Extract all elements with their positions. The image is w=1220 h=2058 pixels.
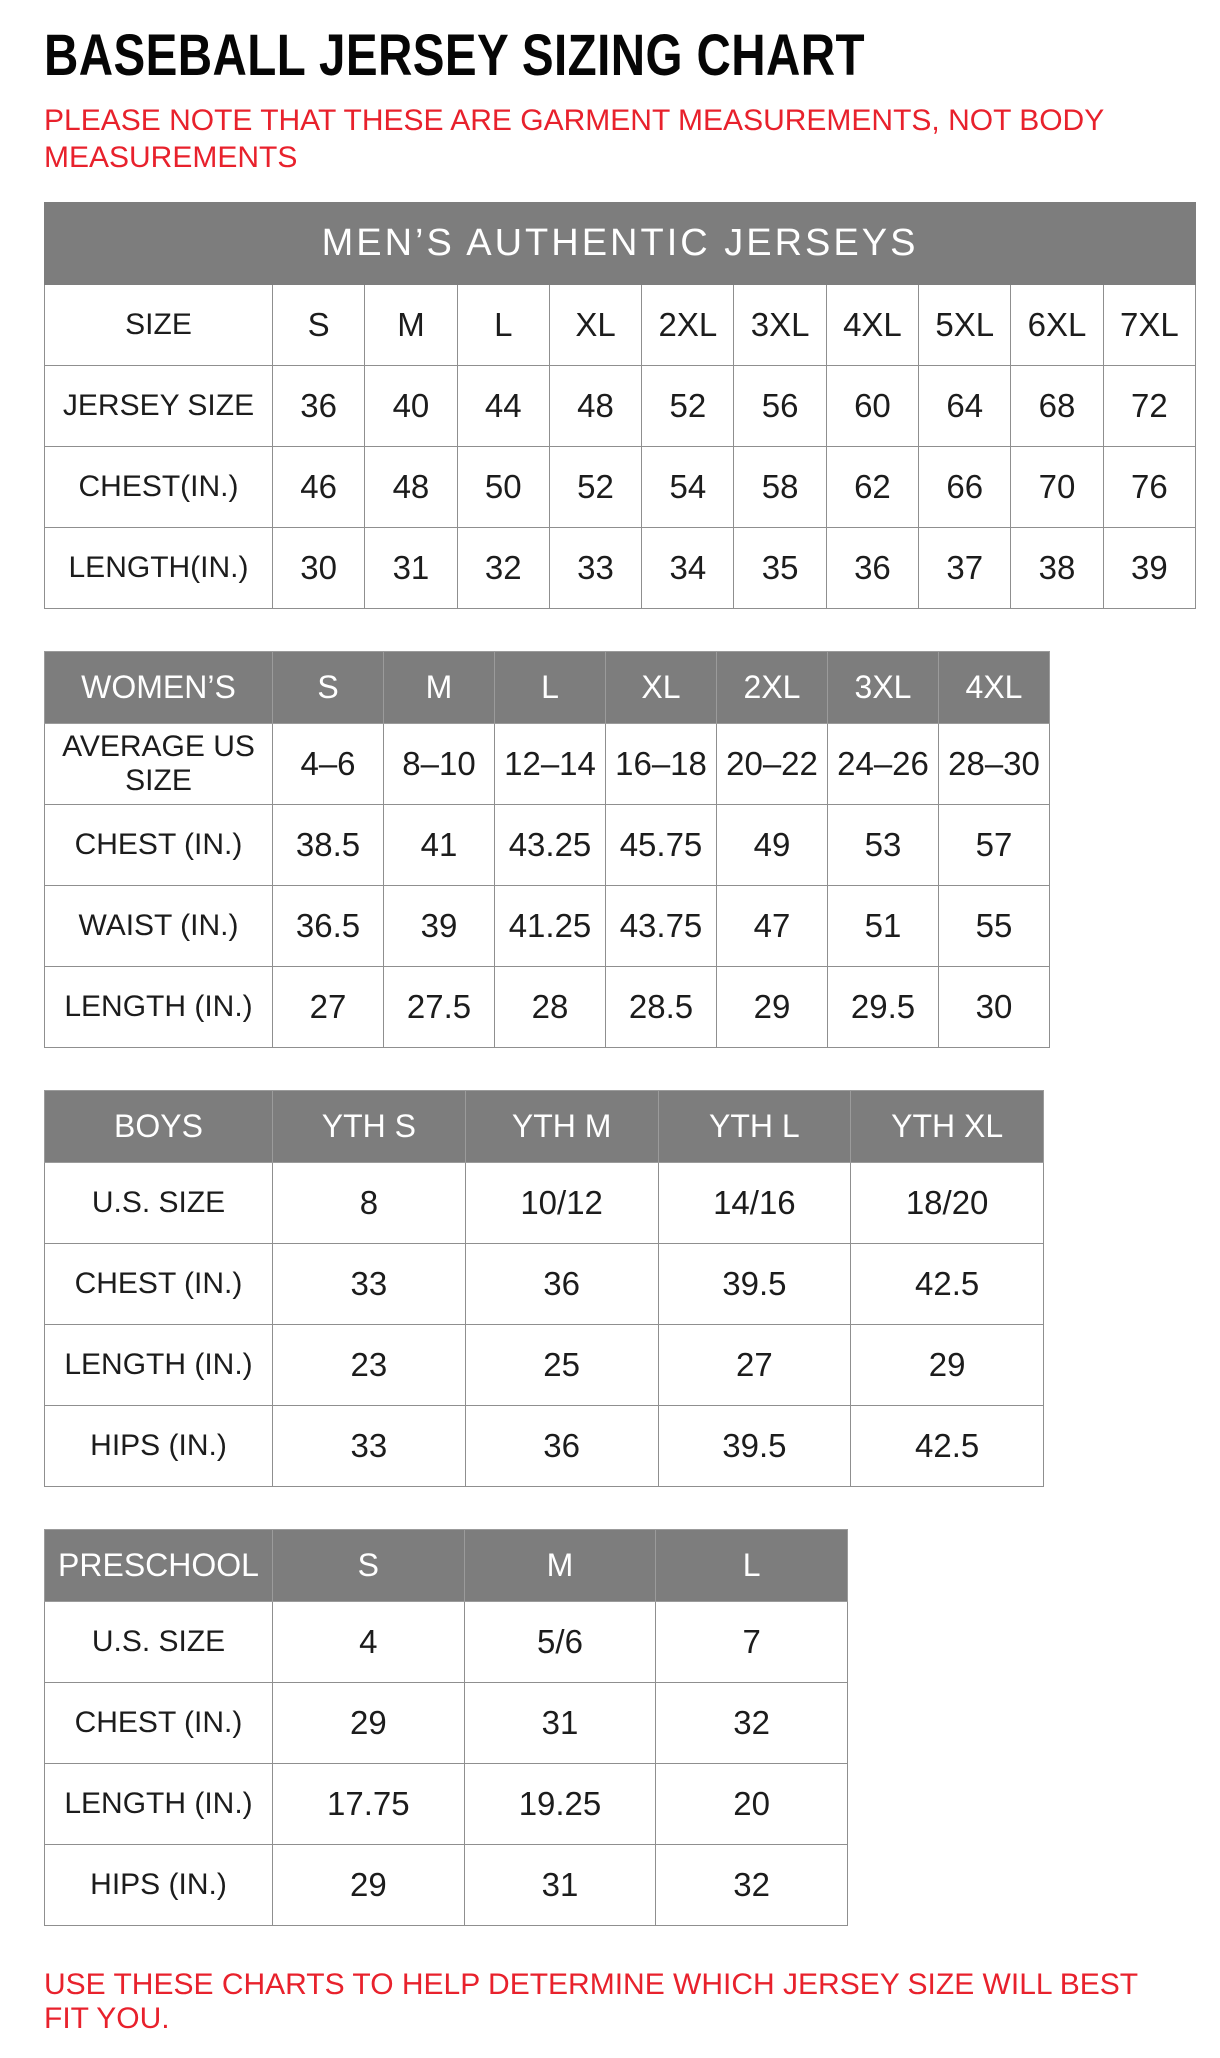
mens-cell: 56 xyxy=(734,366,826,447)
preschool-cell: 29 xyxy=(273,1845,465,1926)
womens-cell: 16–18 xyxy=(606,724,717,805)
womens-cell: 28–30 xyxy=(939,724,1050,805)
womens-cell: 27.5 xyxy=(384,967,495,1048)
boys-row xyxy=(45,1325,1044,1406)
womens-header-cell: 4XL xyxy=(939,652,1050,724)
mens-cell: 48 xyxy=(365,447,457,528)
womens-row-label: WAIST (IN.) xyxy=(45,886,273,967)
womens-cell: 12–14 xyxy=(495,724,606,805)
womens-cell: 53 xyxy=(828,805,939,886)
mens-row xyxy=(45,528,1196,609)
womens-cell: 47 xyxy=(717,886,828,967)
mens-cell: 4XL xyxy=(826,285,918,366)
preschool-cell: 5/6 xyxy=(464,1602,656,1683)
garment-measurements-note: PLEASE NOTE THAT THESE ARE GARMENT MEASUREMENTS, NOT BODY MEASUREMENTS xyxy=(44,104,1104,174)
preschool-cell: 19.25 xyxy=(464,1764,656,1845)
boys-cell: 33 xyxy=(273,1244,466,1325)
womens-cell: 38.5 xyxy=(273,805,384,886)
mens-cell: 68 xyxy=(1011,366,1103,447)
womens-cell: 39 xyxy=(384,886,495,967)
mens-cell: 7XL xyxy=(1103,285,1195,366)
womens-cell: 29 xyxy=(717,967,828,1048)
footer-note: USE THESE CHARTS TO HELP DETERMINE WHICH JERSEY SIZE WILL BEST FIT YOU. xyxy=(44,1968,1138,2036)
preschool-cell: 29 xyxy=(273,1683,465,1764)
womens-cell: 43.75 xyxy=(606,886,717,967)
mens-cell: 50 xyxy=(457,447,549,528)
boys-cell: 39.5 xyxy=(658,1244,851,1325)
mens-cell: 32 xyxy=(457,528,549,609)
preschool-cell: 4 xyxy=(273,1602,465,1683)
mens-cell: 70 xyxy=(1011,447,1103,528)
mens-cell: 58 xyxy=(734,447,826,528)
womens-cell: 49 xyxy=(717,805,828,886)
womens-cell: 51 xyxy=(828,886,939,967)
boys-cell: 39.5 xyxy=(658,1406,851,1487)
preschool-row xyxy=(45,1602,848,1683)
boys-header-label: BOYS xyxy=(45,1091,273,1163)
mens-cell: 3XL xyxy=(734,285,826,366)
boys-row xyxy=(45,1163,1044,1244)
preschool-row xyxy=(45,1845,848,1926)
mens-cell: 46 xyxy=(273,447,365,528)
preschool-header-cell: L xyxy=(656,1530,848,1602)
boys-size-table xyxy=(44,1090,1044,1487)
mens-cell: 52 xyxy=(549,447,641,528)
womens-cell: 29.5 xyxy=(828,967,939,1048)
preschool-cell: 31 xyxy=(464,1683,656,1764)
preschool-cell: 20 xyxy=(656,1764,848,1845)
mens-cell: 39 xyxy=(1103,528,1195,609)
mens-cell: 66 xyxy=(919,447,1011,528)
preschool-header-row xyxy=(45,1530,848,1602)
preschool-row-label: LENGTH (IN.) xyxy=(45,1764,273,1845)
boys-row-label: LENGTH (IN.) xyxy=(45,1325,273,1406)
womens-cell: 28.5 xyxy=(606,967,717,1048)
womens-header-cell: 2XL xyxy=(717,652,828,724)
mens-cell: 76 xyxy=(1103,447,1195,528)
boys-header-row xyxy=(45,1091,1044,1163)
womens-row-label: CHEST (IN.) xyxy=(45,805,273,886)
boys-header-cell: YTH S xyxy=(273,1091,466,1163)
boys-cell: 25 xyxy=(465,1325,658,1406)
boys-cell: 29 xyxy=(851,1325,1044,1406)
boys-cell: 8 xyxy=(273,1163,466,1244)
mens-cell: 52 xyxy=(642,366,734,447)
womens-cell: 24–26 xyxy=(828,724,939,805)
mens-cell: 5XL xyxy=(919,285,1011,366)
mens-cell: 48 xyxy=(549,366,641,447)
mens-size-table xyxy=(44,202,1196,609)
boys-header-cell: YTH M xyxy=(465,1091,658,1163)
mens-cell: 54 xyxy=(642,447,734,528)
womens-cell: 36.5 xyxy=(273,886,384,967)
boys-cell: 14/16 xyxy=(658,1163,851,1244)
boys-jerseys-table xyxy=(44,1090,1176,1487)
womens-header-cell: 3XL xyxy=(828,652,939,724)
womens-row-label: AVERAGE US SIZE xyxy=(45,724,273,805)
womens-cell: 41 xyxy=(384,805,495,886)
womens-row xyxy=(45,805,1050,886)
boys-header-cell: YTH L xyxy=(658,1091,851,1163)
preschool-row xyxy=(45,1764,848,1845)
preschool-header-label: PRESCHOOL xyxy=(45,1530,273,1602)
boys-cell: 33 xyxy=(273,1406,466,1487)
mens-cell: 36 xyxy=(273,366,365,447)
womens-row xyxy=(45,967,1050,1048)
mens-cell: 62 xyxy=(826,447,918,528)
boys-cell: 10/12 xyxy=(465,1163,658,1244)
boys-row-label: CHEST (IN.) xyxy=(45,1244,273,1325)
mens-cell: 40 xyxy=(365,366,457,447)
boys-cell: 42.5 xyxy=(851,1244,1044,1325)
mens-row xyxy=(45,447,1196,528)
womens-cell: 28 xyxy=(495,967,606,1048)
preschool-row-label: CHEST (IN.) xyxy=(45,1683,273,1764)
womens-size-table xyxy=(44,651,1050,1048)
mens-cell: 30 xyxy=(273,528,365,609)
boys-cell: 36 xyxy=(465,1406,658,1487)
preschool-jerseys-table xyxy=(44,1529,1176,1926)
mens-cell: 36 xyxy=(826,528,918,609)
womens-cell: 45.75 xyxy=(606,805,717,886)
boys-cell: 42.5 xyxy=(851,1406,1044,1487)
boys-row-label: HIPS (IN.) xyxy=(45,1406,273,1487)
mens-row-label: LENGTH(IN.) xyxy=(45,528,273,609)
boys-cell: 18/20 xyxy=(851,1163,1044,1244)
preschool-cell: 32 xyxy=(656,1683,848,1764)
mens-row xyxy=(45,366,1196,447)
mens-cell: 64 xyxy=(919,366,1011,447)
preschool-cell: 32 xyxy=(656,1845,848,1926)
womens-cell: 41.25 xyxy=(495,886,606,967)
boys-row xyxy=(45,1244,1044,1325)
womens-cell: 8–10 xyxy=(384,724,495,805)
preschool-cell: 31 xyxy=(464,1845,656,1926)
mens-cell: 44 xyxy=(457,366,549,447)
page-title: BASEBALL JERSEY SIZING CHART xyxy=(44,23,865,88)
mens-cell: 38 xyxy=(1011,528,1103,609)
womens-cell: 43.25 xyxy=(495,805,606,886)
womens-cell: 20–22 xyxy=(717,724,828,805)
boys-cell: 27 xyxy=(658,1325,851,1406)
mens-cell: S xyxy=(273,285,365,366)
preschool-row xyxy=(45,1683,848,1764)
womens-header-cell: S xyxy=(273,652,384,724)
mens-row-label: CHEST(IN.) xyxy=(45,447,273,528)
womens-cell: 4–6 xyxy=(273,724,384,805)
mens-cell: 33 xyxy=(549,528,641,609)
mens-cell: 6XL xyxy=(1011,285,1103,366)
mens-cell: XL xyxy=(549,285,641,366)
preschool-row-label: U.S. SIZE xyxy=(45,1602,273,1683)
boys-row-label: U.S. SIZE xyxy=(45,1163,273,1244)
mens-cell: 2XL xyxy=(642,285,734,366)
mens-cell: 35 xyxy=(734,528,826,609)
womens-jerseys-table xyxy=(44,651,1176,1048)
mens-cell: M xyxy=(365,285,457,366)
womens-header-cell: M xyxy=(384,652,495,724)
preschool-size-table xyxy=(44,1529,848,1926)
boys-cell: 23 xyxy=(273,1325,466,1406)
womens-header-cell: XL xyxy=(606,652,717,724)
womens-row xyxy=(45,724,1050,805)
mens-cell: L xyxy=(457,285,549,366)
womens-cell: 57 xyxy=(939,805,1050,886)
mens-row xyxy=(45,285,1196,366)
mens-table-title: MEN’S AUTHENTIC JERSEYS xyxy=(45,203,1196,285)
womens-row-label: LENGTH (IN.) xyxy=(45,967,273,1048)
mens-row-label: JERSEY SIZE xyxy=(45,366,273,447)
boys-header-cell: YTH XL xyxy=(851,1091,1044,1163)
mens-cell: 72 xyxy=(1103,366,1195,447)
mens-authentic-jerseys-table xyxy=(44,202,1179,609)
preschool-row-label: HIPS (IN.) xyxy=(45,1845,273,1926)
womens-header-label: WOMEN’S xyxy=(45,652,273,724)
boys-row xyxy=(45,1406,1044,1487)
preschool-header-cell: M xyxy=(464,1530,656,1602)
womens-row xyxy=(45,886,1050,967)
mens-cell: 37 xyxy=(919,528,1011,609)
mens-cell: 34 xyxy=(642,528,734,609)
preschool-cell: 17.75 xyxy=(273,1764,465,1845)
preschool-cell: 7 xyxy=(656,1602,848,1683)
mens-cell: 31 xyxy=(365,528,457,609)
mens-cell: 60 xyxy=(826,366,918,447)
womens-header-cell: L xyxy=(495,652,606,724)
mens-row-label: SIZE xyxy=(45,285,273,366)
womens-cell: 55 xyxy=(939,886,1050,967)
preschool-header-cell: S xyxy=(273,1530,465,1602)
womens-cell: 27 xyxy=(273,967,384,1048)
womens-header-row xyxy=(45,652,1050,724)
boys-cell: 36 xyxy=(465,1244,658,1325)
womens-cell: 30 xyxy=(939,967,1050,1048)
